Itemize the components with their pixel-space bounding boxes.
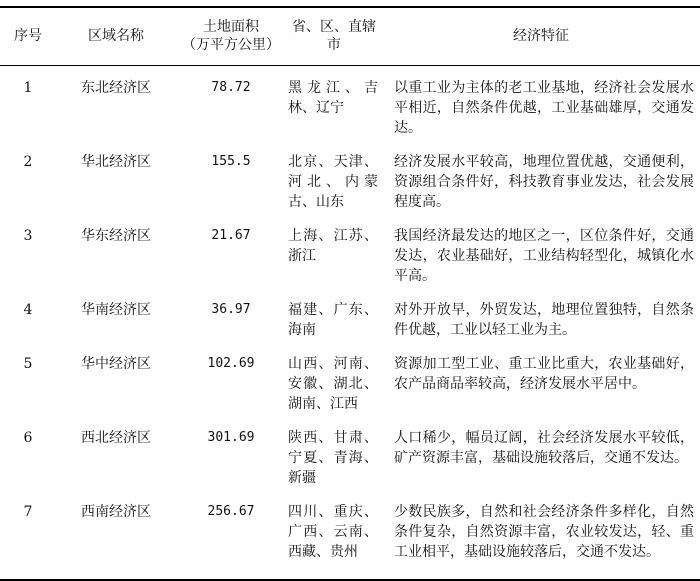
row-region-name: 西北经济区 <box>81 429 151 446</box>
row-land-area: 36.97 <box>211 301 251 317</box>
row-provinces: 福建、广东、海南 <box>288 301 378 338</box>
row-provinces: 北京、天津、河北、内蒙古、山东 <box>288 153 378 210</box>
row-index: 1 <box>23 79 33 96</box>
row-index: 5 <box>23 355 33 372</box>
header-provinces: 省、区、直辖市 <box>292 19 376 54</box>
row-land-area: 78.72 <box>211 79 251 95</box>
row-land-area: 301.69 <box>207 429 255 445</box>
row-region-name: 东北经济区 <box>81 79 151 96</box>
row-region-name: 西南经济区 <box>81 503 151 520</box>
row-region-name: 华北经济区 <box>81 153 151 170</box>
row-economic-features: 对外开放早，外贸发达，地理位置独特，自然条件优越，工业以轻工业为主。 <box>394 301 694 338</box>
header-land-area-unit: （万平方公里） <box>182 37 280 54</box>
row-index: 4 <box>23 301 33 318</box>
row-region-name: 华中经济区 <box>81 355 151 372</box>
row-economic-features: 以重工业为主体的老工业基地，经济社会发展水平相近，自然条件优越，工业基础雄厚，交通发达。 <box>394 79 694 136</box>
header-land-area <box>176 7 286 65</box>
header-region-name: 区域名称 <box>88 28 144 45</box>
table-header <box>0 7 700 65</box>
row-land-area: 102.69 <box>207 355 255 371</box>
row-region-name: 华南经济区 <box>81 301 151 318</box>
row-index: 2 <box>23 153 33 170</box>
row-provinces: 陕西、甘肃、宁夏、青海、新疆 <box>288 429 378 486</box>
header-row <box>0 7 700 65</box>
row-provinces: 四川、重庆、广西、云南、西藏、贵州 <box>288 503 378 560</box>
table-row <box>0 416 700 490</box>
row-economic-features: 我国经济最发达的地区之一，区位条件好，交通发达，农业基础好，工业结构轻型化，城镇化水平高。 <box>394 227 694 284</box>
row-economic-features: 经济发展水平较高，地理位置优越，交通便利，资源组合条件好，科技教育事业发达，社会发展程度高。 <box>394 153 694 210</box>
row-provinces: 黑龙江、吉林、辽宁 <box>288 79 378 116</box>
row-index: 7 <box>23 503 33 520</box>
row-economic-features: 资源加工型工业、重工业比重大，农业基础好，农产品商品率较高，经济发展水平居中。 <box>394 355 694 392</box>
table-row <box>0 342 700 416</box>
row-economic-features: 少数民族多，自然和社会经济条件多样化，自然条件复杂，自然资源丰富，农业较发达，轻、重工业相平，基础设施较落后，交通不发达。 <box>394 503 694 560</box>
table-row <box>0 65 700 140</box>
header-economic-features: 经济特征 <box>513 28 569 45</box>
row-economic-features: 人口稀少，幅员辽阔，社会经济发展水平较低，矿产资源丰富，基础设施较落后，交通不发达。 <box>394 429 694 466</box>
table-row <box>0 140 700 214</box>
row-land-area: 256.67 <box>207 503 255 519</box>
header-index: 序号 <box>14 28 42 45</box>
row-land-area: 155.5 <box>211 153 251 169</box>
row-index: 3 <box>23 227 33 244</box>
row-index: 6 <box>23 429 33 446</box>
table-row <box>0 288 700 342</box>
row-provinces: 山西、河南、安徽、湖北、湖南、江西 <box>288 355 378 412</box>
row-land-area: 21.67 <box>211 227 251 243</box>
header-land-area-title: 土地面积 <box>203 19 259 36</box>
table-body <box>0 65 700 580</box>
row-provinces: 上海、江苏、浙江 <box>288 227 378 264</box>
table-row <box>0 214 700 288</box>
row-region-name: 华东经济区 <box>81 227 151 244</box>
economic-regions-table <box>0 6 700 581</box>
table-row <box>0 490 700 580</box>
